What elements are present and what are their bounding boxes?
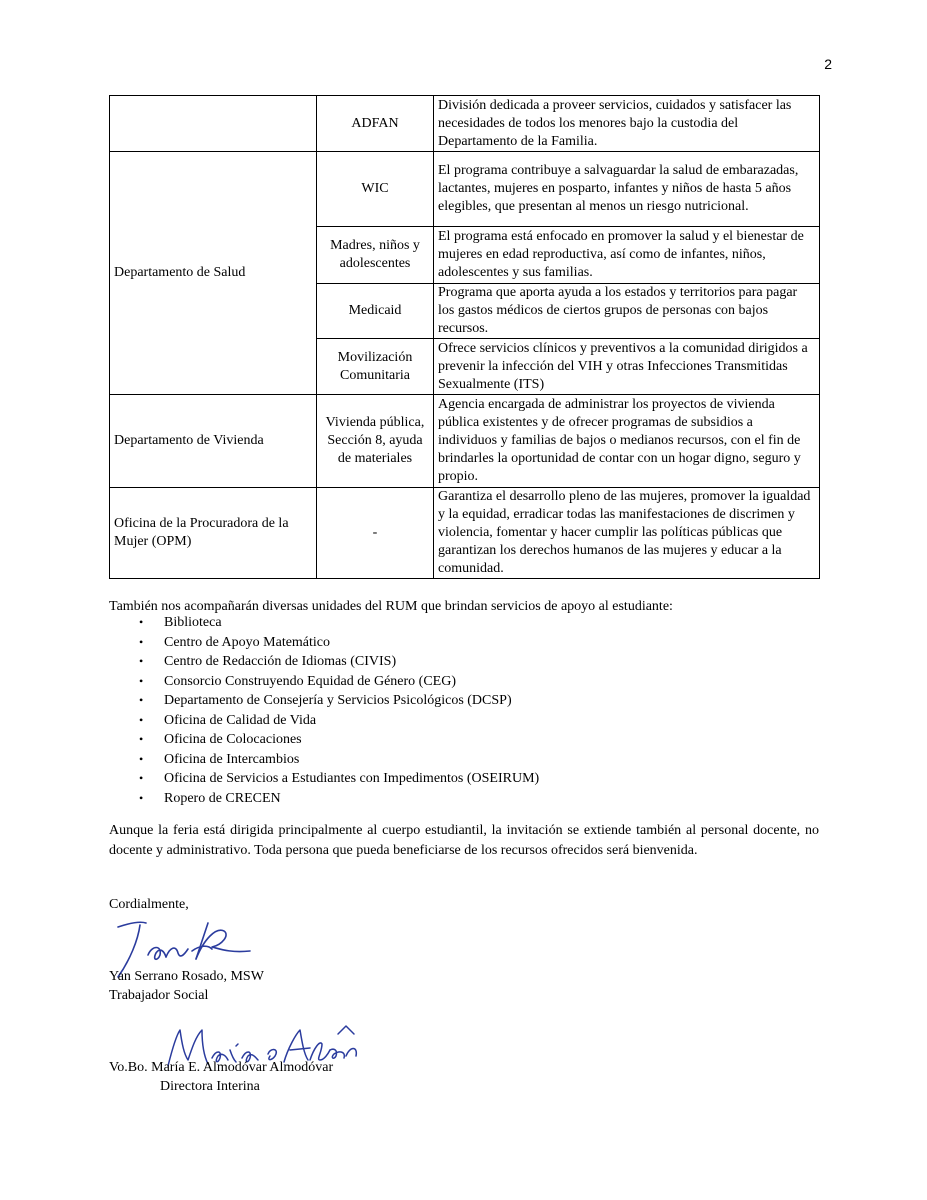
- bullet-icon: •: [139, 673, 144, 688]
- description-cell: Programa que aporta ayuda a los estados y territorios para pagar los gastos médicos de ciertos grupos de personas con bajos recursos.: [434, 284, 820, 339]
- table-row: [110, 395, 820, 488]
- department-cell: [110, 96, 317, 152]
- program-cell: Vivienda pública, Sección 8, ayuda de materiales: [317, 395, 434, 488]
- greeting: Cordialmente,: [109, 897, 189, 912]
- department-cell: Oficina de la Procuradora de la Mujer (OPM): [110, 488, 317, 579]
- bullet-icon: •: [139, 693, 144, 707]
- page-number: 2: [824, 56, 832, 72]
- description-cell: El programa está enfocado en promover la salud y el bienestar de mujeres en edad reproductiva, así como de infantes, niños, adolescentes y sus familias.: [434, 227, 820, 284]
- signer2-name: Vo.Bo. María E. Almodóvar Almodóvar: [109, 1060, 334, 1075]
- bullet-icon: •: [139, 771, 144, 785]
- description-cell: El programa contribuye a salvaguardar la salud de embarazadas, lactantes, mujeres en posparto, infantes y niños de hasta 5 años elegibles, que presentan al menos un riesgo nutricional.: [434, 152, 820, 227]
- description-cell: División dedicada a proveer servicios, cuidados y satisfacer las necesidades de todos los menores bajo la custodia del Departamento de la Familia.: [434, 96, 820, 152]
- list-item: • Oficina de Intercambios: [109, 750, 539, 770]
- list-item: • Consorcio Construyendo Equidad de Género (CEG): [109, 672, 539, 692]
- bullet-icon: •: [139, 615, 144, 629]
- program-cell: Medicaid: [317, 284, 434, 339]
- services-table: [109, 95, 820, 579]
- list-item: • Departamento de Consejería y Servicios Psicológicos (DCSP): [109, 691, 539, 711]
- table-row: [110, 96, 820, 152]
- list-item: • Oficina de Servicios a Estudiantes con Impedimentos (OSEIRUM): [109, 769, 539, 789]
- bullet-icon: •: [139, 751, 144, 766]
- description-cell: Ofrece servicios clínicos y preventivos a la comunidad dirigidos a prevenir la infección del VIH y otras Infecciones Transmitidas Sexualmente (ITS): [434, 339, 820, 395]
- units-intro: También nos acompañarán diversas unidades del RUM que brindan servicios de apoyo al estudiante:: [109, 599, 673, 614]
- table-row: [110, 488, 820, 579]
- closing-paragraph: Aunque la feria está dirigida principalmente al cuerpo estudiantil, la invitación se extiende también al personal docente, no docente y administrativo. Toda persona que pueda beneficiarse de los recursos ofrecidos será bienvenida.: [109, 823, 819, 858]
- bullet-icon: •: [139, 712, 144, 727]
- bullet-icon: •: [139, 634, 144, 649]
- bullet-icon: •: [139, 732, 144, 746]
- program-cell: ADFAN: [317, 96, 434, 152]
- list-item: • Oficina de Calidad de Vida: [109, 711, 539, 731]
- list-item: • Centro de Apoyo Matemático: [109, 633, 539, 653]
- bullet-icon: •: [139, 790, 144, 805]
- description-cell: Agencia encargada de administrar los proyectos de vivienda pública existentes y de ofrecer programas de subsidios a individuos y familias de bajos o medianos recursos, con el fin de brindarles la oportunidad de contar con un hogar digno, seguro y propio.: [434, 395, 820, 488]
- signer1-title: Trabajador Social: [109, 988, 209, 1003]
- list-item: • Centro de Redacción de Idiomas (CIVIS): [109, 652, 539, 672]
- table-row: [110, 152, 820, 227]
- list-item: • Biblioteca: [109, 613, 539, 633]
- program-cell: Movilización Comunitaria: [317, 339, 434, 395]
- program-cell: Madres, niños y adolescentes: [317, 227, 434, 284]
- signer1-name: Yan Serrano Rosado, MSW: [109, 969, 264, 984]
- bullet-icon: •: [139, 654, 144, 668]
- description-cell: Garantiza el desarrollo pleno de las mujeres, promover la igualdad y la equidad, erradicar todas las manifestaciones de discrimen y violencia, fomentar y hacer cumplir las políticas públicas que garantizan los derechos humanos de las mujeres y educar a la comunidad.: [434, 488, 820, 579]
- signer2-title: Directora Interina: [160, 1079, 260, 1094]
- list-item: • Oficina de Colocaciones: [109, 730, 539, 750]
- list-item: • Ropero de CRECEN: [109, 789, 539, 809]
- program-cell: -: [317, 488, 434, 579]
- department-cell: Departamento de Salud: [110, 152, 317, 395]
- units-list: [109, 613, 539, 808]
- department-cell: Departamento de Vivienda: [110, 395, 317, 488]
- program-cell: WIC: [317, 152, 434, 227]
